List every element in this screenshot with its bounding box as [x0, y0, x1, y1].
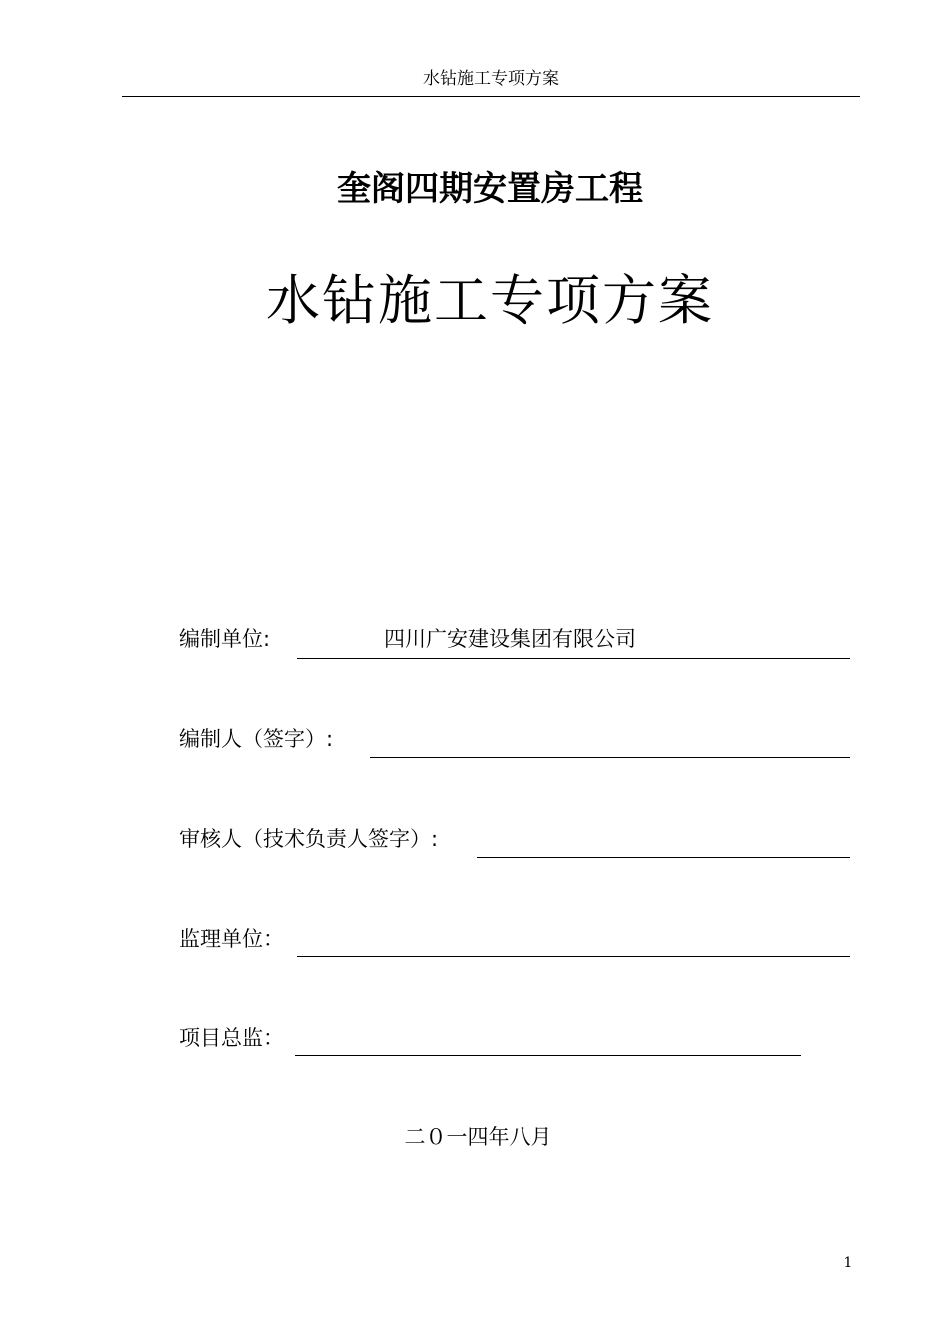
document-date: 二０一四年八月 [404, 1125, 552, 1149]
prepared-by-unit-value: 四川广安建设集团有限公司 [384, 627, 636, 651]
running-header-title: 水钻施工专项方案 [423, 69, 559, 89]
reviewer-signature-label: 审核人（技术负责人签字）: [179, 827, 439, 851]
supervision-unit-label: 监理单位： [179, 927, 284, 951]
preparer-signature-line [370, 727, 850, 758]
chief-supervisor-line [295, 1025, 801, 1056]
preparer-signature-label: 编制人（签字）: [179, 727, 334, 751]
running-header [122, 64, 860, 97]
supervision-unit-line [297, 926, 850, 957]
project-name: 奎阁四期安置房工程 [337, 169, 643, 209]
page-number: 1 [843, 1255, 853, 1271]
chief-supervisor-label: 项目总监： [179, 1026, 284, 1050]
document-title: 水钻施工专项方案 [266, 269, 714, 332]
reviewer-signature-line [477, 827, 850, 858]
prepared-by-unit-label: 编制单位: [179, 627, 271, 651]
